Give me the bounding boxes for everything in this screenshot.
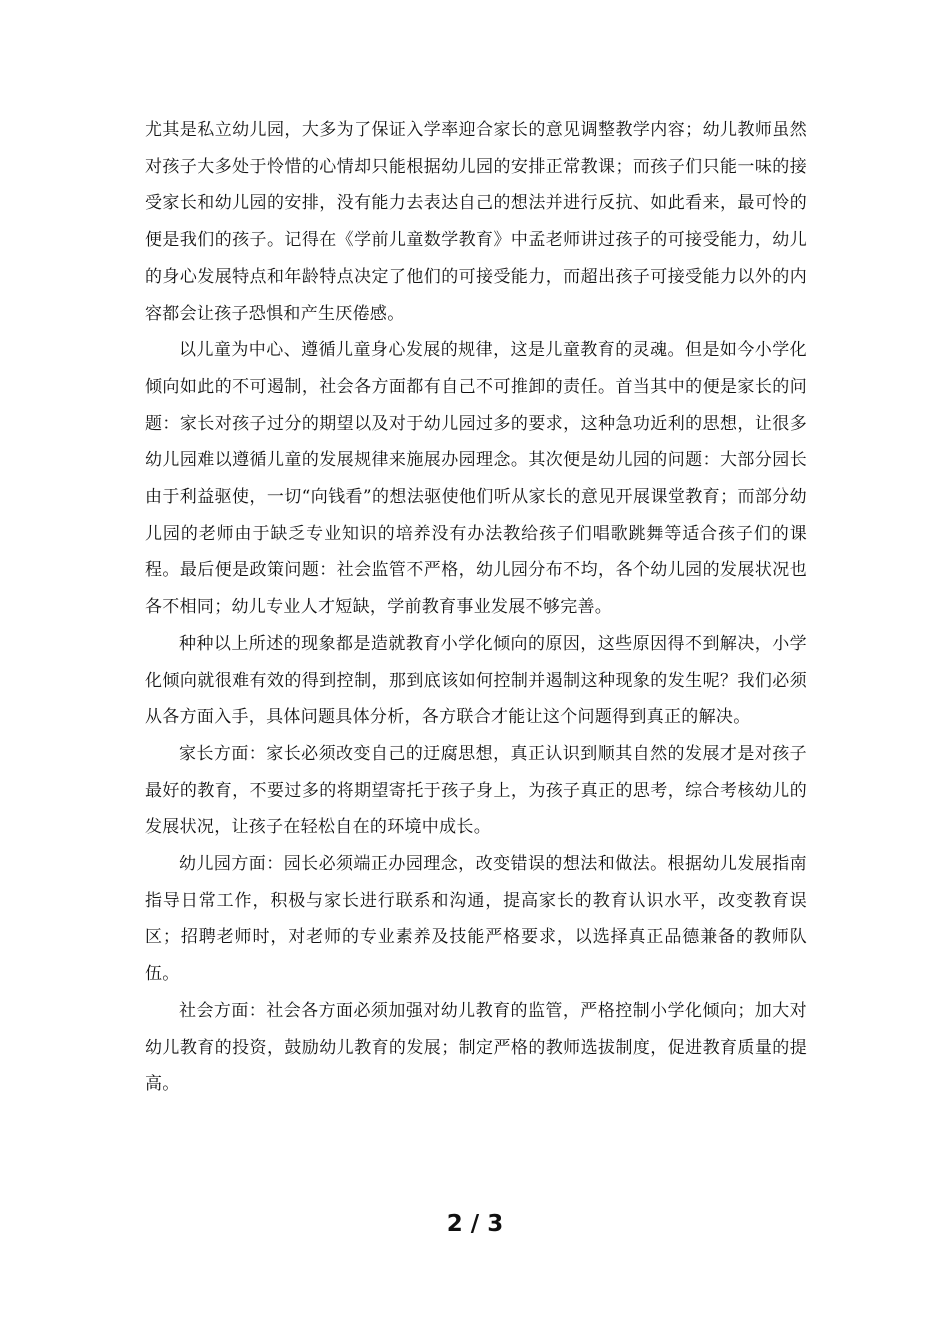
- page-number: 2 / 3: [446, 1211, 504, 1237]
- paragraph-solutions-intro: 种种以上所述的现象都是造就教育小学化倾向的原因，这些原因得不到解决，小学化倾向就很难有效的得到控制，那到底该如何控制并遏制这种现象的发生呢？我们必须从各方面入手，具体问题具体分析，各方联合才能让这个问题得到真正的解决。: [145, 633, 807, 728]
- document-body: [145, 112, 807, 1103]
- paragraph-causes: 以儿童为中心、遵循儿童身心发展的规律，这是儿童教育的灵魂。但是如今小学化倾向如此的不可遏制，社会各方面都有自己不可推卸的责任。首当其中的便是家长的问题：家长对孩子过分的期望以及对于幼儿园过多的要求，这种急功近利的思想，让很多幼儿园难以遵循儿童的发展规律来施展办园理念。其次便是幼儿园的问题：大部分园长由于利益驱使，一切“向钱看”的想法驱使他们听从家长的意见开展课堂教育；而部分幼儿园的老师由于缺乏专业知识的培养没有办法教给孩子们唱歌跳舞等适合孩子们的课程。最后便是政策问题：社会监管不严格，幼儿园分布不均，各个幼儿园的发展状况也各不相同；幼儿专业人才短缺，学前教育事业发展不够完善。: [145, 340, 807, 618]
- paragraph-parents: 家长方面：家长必须改变自己的迂腐思想，真正认识到顺其自然的发展才是对孩子最好的教育，不要过多的将期望寄托于孩子身上，为孩子真正的思考，综合考核幼儿的发展状况，让孩子在轻松自在的环境中成长。: [145, 743, 807, 838]
- paragraph-society: 社会方面：社会各方面必须加强对幼儿教育的监管，严格控制小学化倾向；加大对幼儿教育的投资，鼓励幼儿教育的发展；制定严格的教师选拔制度，促进教育质量的提高。: [145, 1000, 807, 1095]
- paragraph-continuation: 尤其是私立幼儿园，大多为了保证入学率迎合家长的意见调整教学内容；幼儿教师虽然对孩子大多处于怜惜的心情却只能根据幼儿园的安排正常教课；而孩子们只能一味的接受家长和幼儿园的安排，没有能力去表达自己的想法并进行反抗、如此看来，最可怜的便是我们的孩子。记得在《学前儿童数学教育》中孟老师讲过孩子的可接受能力，幼儿的身心发展特点和年龄特点决定了他们的可接受能力，而超出孩子可接受能力以外的内容都会让孩子恐惧和产生厌倦感。: [145, 120, 807, 324]
- paragraph-kindergarten: 幼儿园方面：园长必须端正办园理念，改变错误的想法和做法。根据幼儿发展指南指导日常工作，积极与家长进行联系和沟通，提高家长的教育认识水平，改变教育误区；招聘老师时，对老师的专业素养及技能严格要求，以选择真正品德兼备的教师队伍。: [145, 854, 807, 985]
